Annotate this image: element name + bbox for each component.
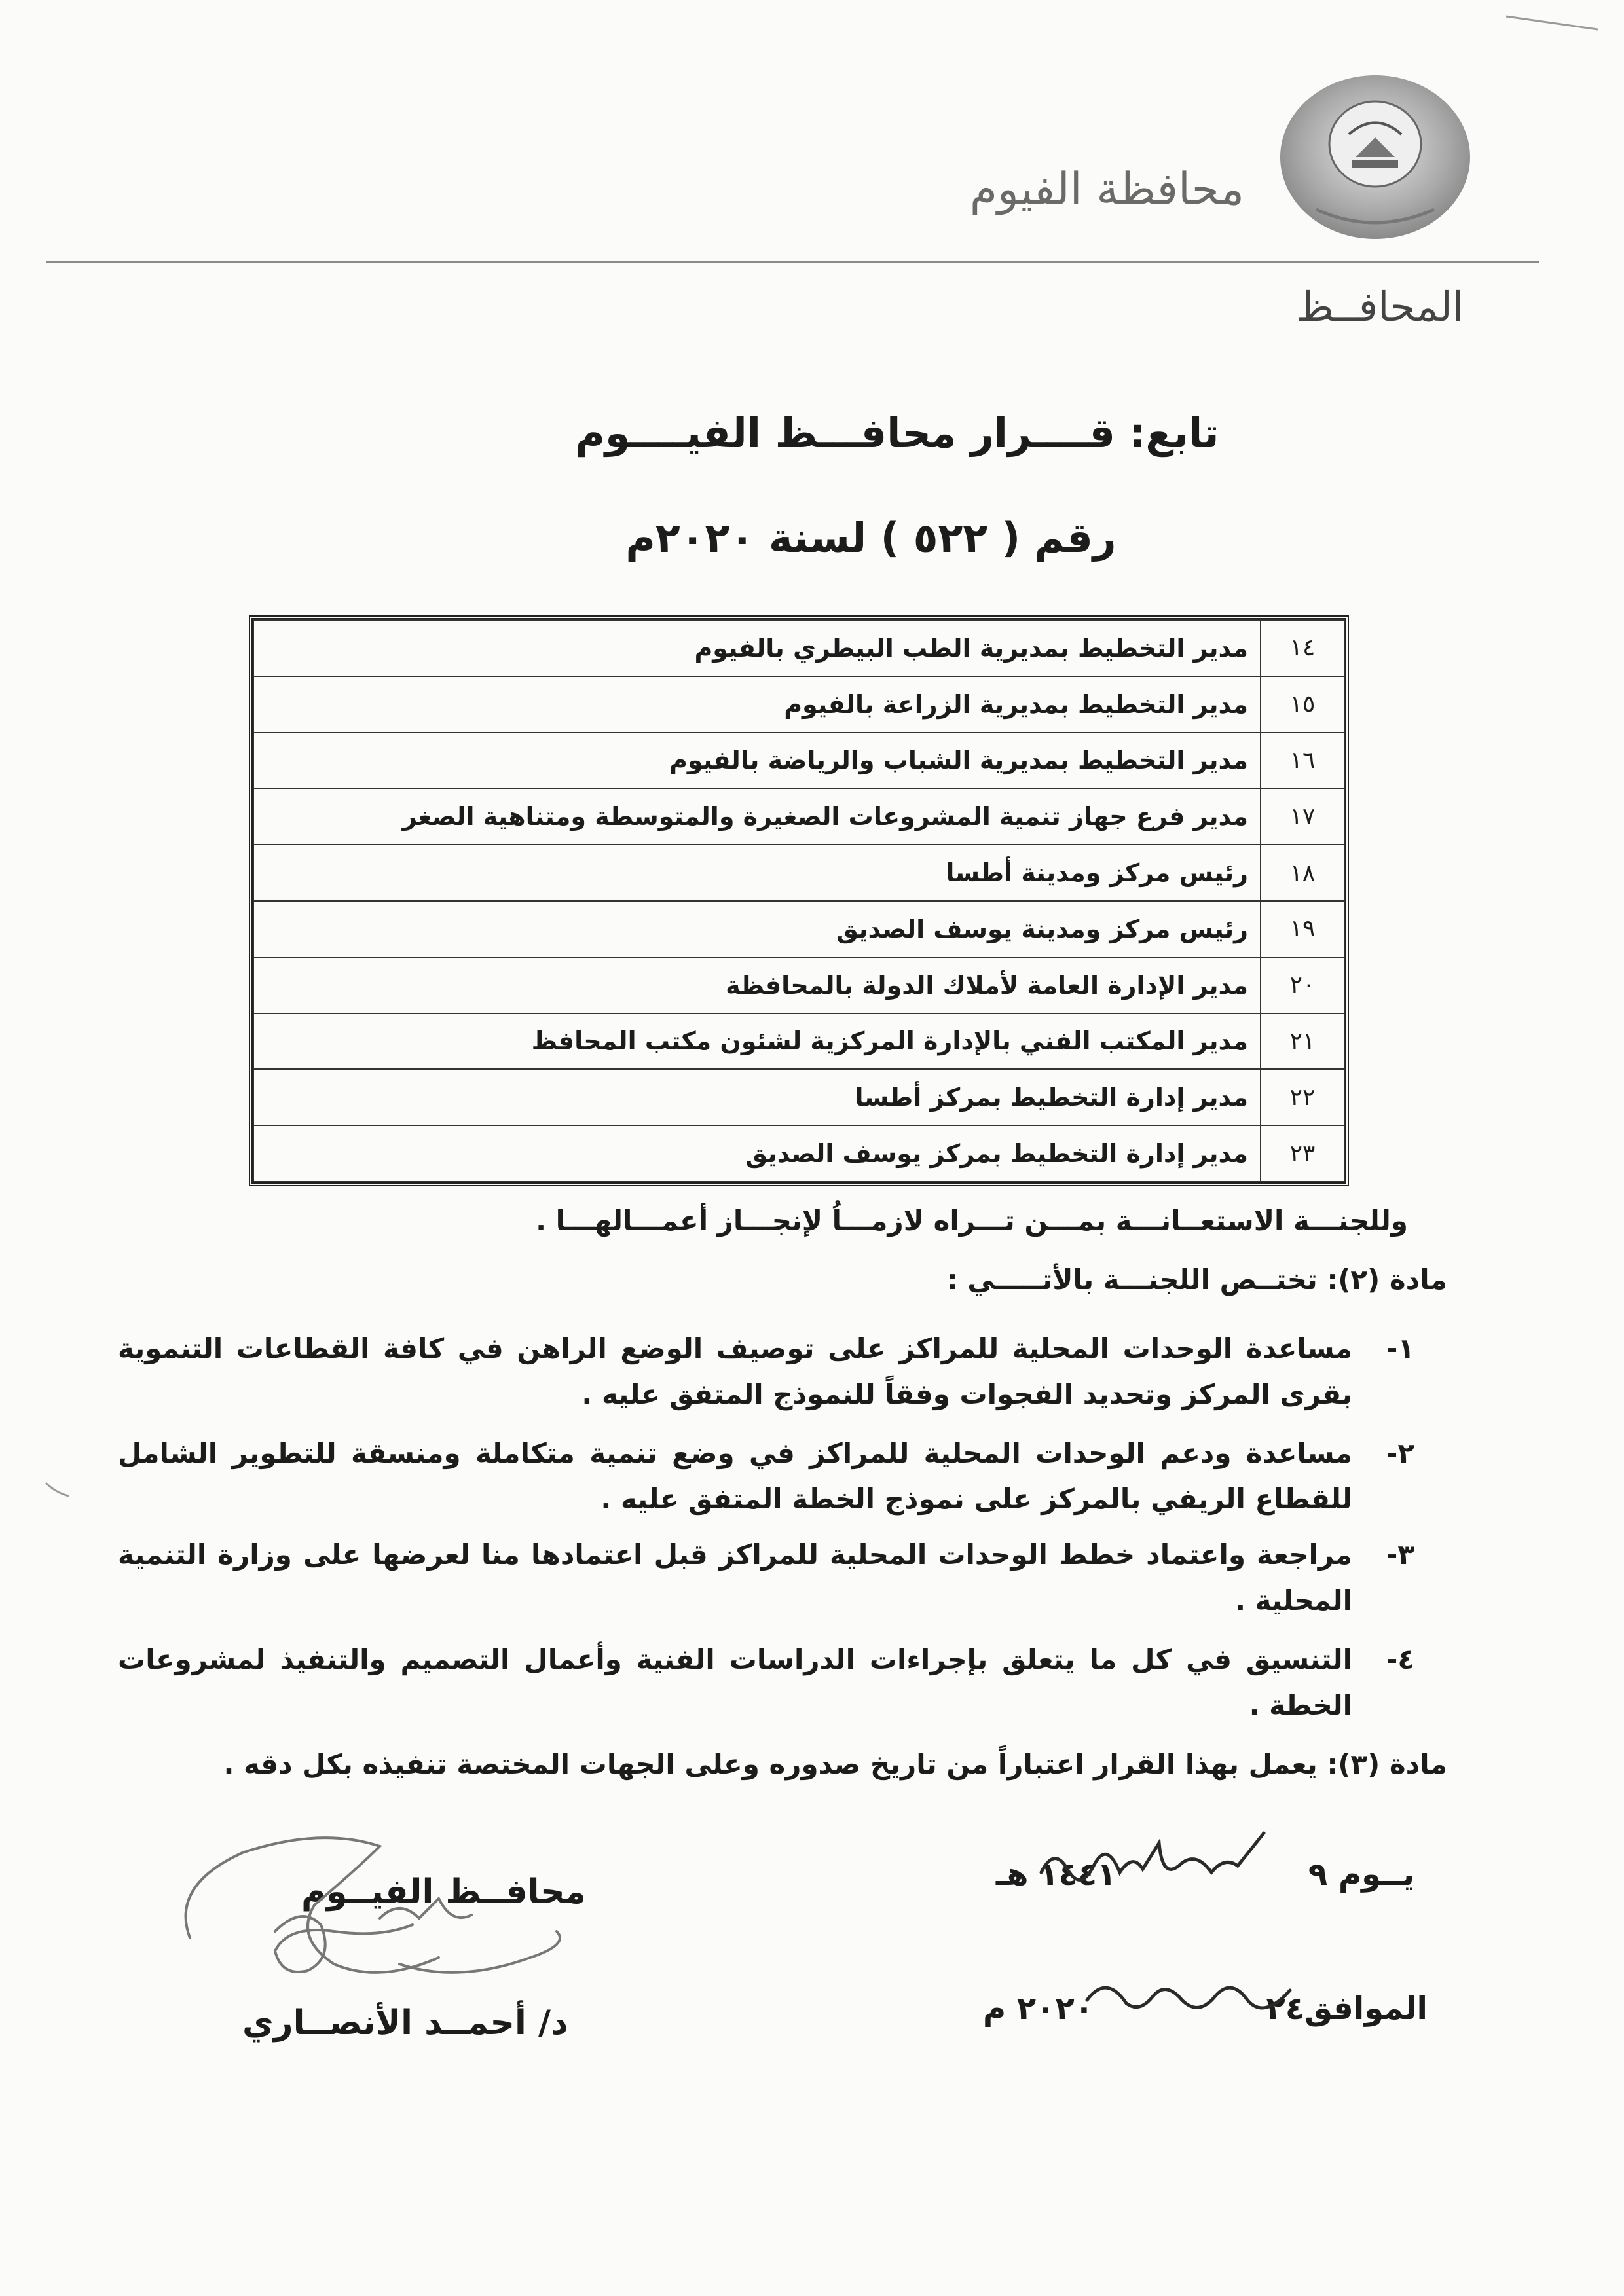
governor-title: محافــظ الفيــوم bbox=[301, 1872, 586, 1912]
row-text: مدير الإدارة العامة لأملاك الدولة بالمحافظة bbox=[253, 957, 1261, 1013]
row-text: مدير إدارة التخطيط بمركز يوسف الصديق bbox=[253, 1125, 1261, 1182]
row-number: ١٥ bbox=[1261, 676, 1344, 733]
office-title: المحافــظ bbox=[1296, 283, 1464, 331]
handwritten-gregorian-month bbox=[1067, 1961, 1316, 2033]
governorate-name: محافظة الفيوم bbox=[969, 164, 1244, 215]
table-row bbox=[253, 1069, 1344, 1125]
governorate-seal-logo bbox=[1277, 72, 1473, 242]
row-text: مدير التخطيط بمديرية الشباب والرياضة بالفيوم bbox=[253, 733, 1261, 789]
table-row bbox=[253, 957, 1344, 1013]
row-number: ٢٢ bbox=[1261, 1069, 1344, 1125]
scan-corner-mark bbox=[1506, 13, 1598, 33]
row-number: ١٦ bbox=[1261, 733, 1344, 789]
decree-number: رقم ( ٥٢٢ ) لسنة ٢٠٢٠م bbox=[625, 514, 1116, 562]
table-row bbox=[253, 676, 1344, 733]
table-row bbox=[253, 620, 1344, 676]
governor-name: د/ أحمــد الأنصــاري bbox=[242, 2003, 568, 2043]
decree-title: تابع: قــــرار محافـــظ الفيــــوم bbox=[575, 409, 1219, 457]
gregorian-date: الموافق٢٤ ٢٠٢٠ م bbox=[982, 1990, 1428, 2027]
table-row bbox=[253, 788, 1344, 845]
header-divider bbox=[46, 261, 1539, 263]
row-number: ٢٣ bbox=[1261, 1125, 1344, 1182]
row-number: ٢٠ bbox=[1261, 957, 1344, 1013]
row-number: ١٤ bbox=[1261, 620, 1344, 676]
table-row bbox=[253, 1125, 1344, 1182]
margin-mark bbox=[39, 1476, 79, 1503]
item-bullet: ٣- bbox=[1386, 1539, 1414, 1571]
row-text: مدير التخطيط بمديرية الزراعة بالفيوم bbox=[253, 676, 1261, 733]
governor-signature bbox=[164, 1827, 635, 2036]
row-text: رئيس مركز ومدينة أطسا bbox=[253, 845, 1261, 901]
row-number: ١٨ bbox=[1261, 845, 1344, 901]
article-2-item-3 bbox=[118, 1532, 1414, 1624]
item-bullet: ٤- bbox=[1386, 1643, 1414, 1675]
article-2-item-4 bbox=[118, 1637, 1414, 1728]
item-text: مراجعة واعتماد خطط الوحدات المحلية للمراكز قبل اعتمادها منا لعرضها على وزارة التنمية المحلية . bbox=[118, 1539, 1352, 1616]
table-row bbox=[253, 1013, 1344, 1070]
item-text: مساعدة الوحدات المحلية للمراكز على توصيف الوضع الراهن في كافة القطاعات التنموية بقرى المركز وتحديد الفجوات وفقاً للنموذج المتفق عليه . bbox=[118, 1332, 1352, 1410]
row-text: رئيس مركز ومدينة يوسف الصديق bbox=[253, 901, 1261, 957]
article-2-heading: مادة (٢): تختــص اللجنـــة بالأتـــــي : bbox=[946, 1264, 1447, 1296]
row-number: ١٧ bbox=[1261, 788, 1344, 845]
item-text: مساعدة ودعم الوحدات المحلية للمراكز في وضع تنمية متكاملة ومنسقة للتطوير الشامل للقطاع الريفي بالمركز على نموذج الخطة المتفق عليه . bbox=[118, 1437, 1352, 1515]
handwritten-hijri-month bbox=[1028, 1827, 1277, 1899]
row-text: مدير فرع جهاز تنمية المشروعات الصغيرة والمتوسطة ومتناهية الصغر bbox=[253, 788, 1261, 845]
row-number: ١٩ bbox=[1261, 901, 1344, 957]
hijri-date: يــوم ٩ ١٤٤١ هـ bbox=[995, 1856, 1414, 1893]
row-number: ٢١ bbox=[1261, 1013, 1344, 1070]
item-bullet: ٢- bbox=[1386, 1437, 1414, 1469]
committee-members-table bbox=[249, 615, 1349, 1186]
table-row bbox=[253, 845, 1344, 901]
row-text: مدير المكتب الفني بالإدارة المركزية لشئون مكتب المحافظ bbox=[253, 1013, 1261, 1070]
row-text: مدير إدارة التخطيط بمركز أطسا bbox=[253, 1069, 1261, 1125]
item-text: التنسيق في كل ما يتعلق بإجراءات الدراسات الفنية وأعمال التصميم والتنفيذ لمشروعات الخطة . bbox=[118, 1643, 1352, 1721]
article-3: مادة (٣): يعمل بهذا القرار اعتباراً من تاريخ صدوره وعلى الجهات المختصة تنفيذه بكل دقه . bbox=[223, 1748, 1447, 1780]
article-2-item-1 bbox=[118, 1326, 1414, 1417]
table-row bbox=[253, 733, 1344, 789]
row-text: مدير التخطيط بمديرية الطب البيطري بالفيوم bbox=[253, 620, 1261, 676]
table-row bbox=[253, 901, 1344, 957]
committee-assistance-line: وللجنـــة الاستعــانـــة بمـــن تـــراه لازمـــاُ لإنجـــاز أعمـــالهـــا . bbox=[536, 1205, 1408, 1237]
article-2-item-2 bbox=[118, 1430, 1414, 1522]
item-bullet: ١- bbox=[1386, 1332, 1414, 1364]
